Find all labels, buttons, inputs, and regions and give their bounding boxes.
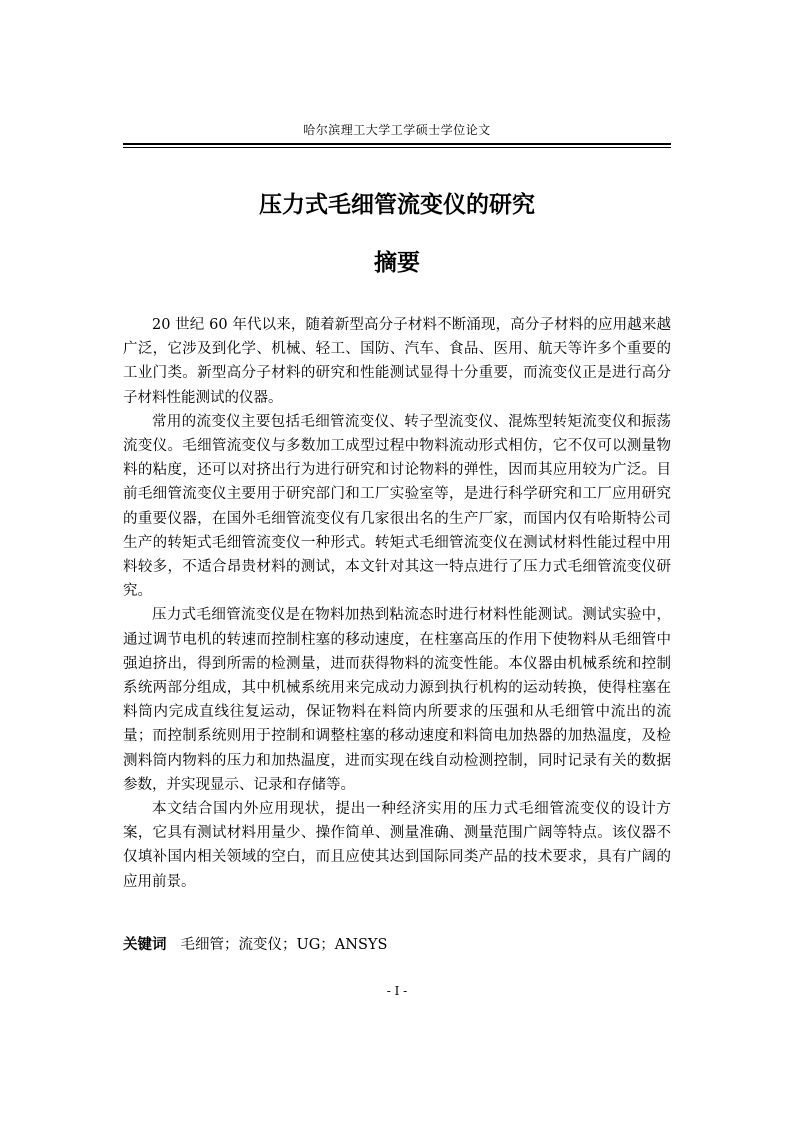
keywords-value: 毛细管；流变仪；UG；ANSYS (180, 937, 388, 953)
thesis-title: 压力式毛细管流变仪的研究 (259, 192, 535, 218)
running-header: 哈尔滨理工大学工学硕士学位论文 (303, 123, 491, 137)
abstract-body (123, 313, 671, 894)
keywords-line (123, 933, 671, 957)
abstract-paragraph: 常用的流变仪主要包括毛细管流变仪、转子型流变仪、混炼型转矩流变仪和振荡流变仪。毛细管流变仪与多数加工成型过程中物料流动形式相仿，它不仅可以测量物料的粘度，还可以对挤出行为进行研究和讨论物料的弹性，因而其应用较为广泛。目前毛细管流变仪主要用于研究部门和工厂实验室等，是进行科学研究和工厂应用研究的重要仪器，在国外毛细管流变仪有几家很出名的生产厂家，而国内仅有哈斯特公司生产的转矩式毛细管流变仪一种形式。转矩式毛细管流变仪在测试材料性能过程中用料较多，不适合昂贵材料的测试，本文针对其这一特点进行了压力式毛细管流变仪研究。 (123, 413, 671, 600)
header-rule-thin (123, 147, 671, 148)
abstract-paragraph: 本文结合国内外应用现状，提出一种经济实用的压力式毛细管流变仪的设计方案，它具有测试材料用量少、操作简单、测量准确、测量范围广阔等特点。该仪器不仅填补国内相关领域的空白，而且应使其达到国际同类产品的技术要求，具有广阔的应用前景。 (123, 801, 671, 890)
abstract-paragraph: 压力式毛细管流变仪是在物料加热到粘流态时进行材料性能测试。测试实验中，通过调节电机的转速而控制柱塞的移动速度，在柱塞高压的作用下使物料从毛细管中强迫挤出，得到所需的检测量，进而获得物料的流变性能。本仪器由机械系统和控制系统两部分组成，其中机械系统用来完成动力源到执行机构的运动转换，使得柱塞在料筒内完成直线往复运动，保证物料在料筒内所要求的压强和从毛细管中流出的流量；而控制系统则用于控制和调整柱塞的移动速度和料筒电加热器的加热温度，及检测料筒内物料的压力和加热温度，进而实现在线自动检测控制，同时记录有关的数据参数，并实现显示、记录和存储等。 (123, 607, 671, 793)
abstract-heading: 摘要 (374, 250, 420, 276)
header-rule-thick (123, 143, 671, 145)
page-number: - I - (386, 984, 408, 998)
keywords-label: 关键词 (123, 937, 167, 953)
abstract-paragraph: 20 世纪 60 年代以来，随着新型高分子材料不断涌现，高分子材料的应用越来越广泛，它涉及到化学、机械、轻工、国防、汽车、食品、医用、航天等许多个重要的工业门类。新型高分子材料的研究和性能测试显得十分重要，而流变仪正是进行高分子材料性能测试的仪器。 (123, 317, 671, 406)
